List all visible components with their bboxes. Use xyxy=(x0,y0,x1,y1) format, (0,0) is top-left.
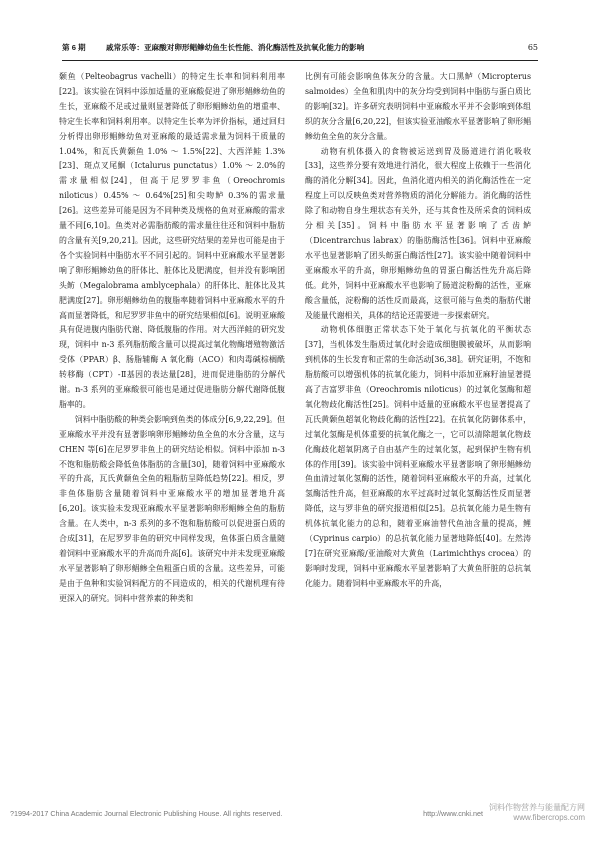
watermark xyxy=(489,803,585,823)
paragraph: 比例有可能会影响鱼体灰分的含量。大口黑鲈（Micropterus salmoides）全鱼和肌肉中的灰分均受到饲料中脂肪与蛋白质比的影响[32]。许多研究表明饲料中亚麻酸水平并不会影响到体组织的灰分含量[6,20,22]，但该实验亚油酸水平显著影响了卵形鲳鲹幼鱼全鱼的灰分含量。 xyxy=(305,72,531,141)
right-column xyxy=(305,70,531,822)
page-footer xyxy=(10,803,585,822)
paragraph: 动物有机体摄入的食物被运送到胃及肠道进行消化吸收[33]，这些养分要有效地进行消化，很大程度上依赖于一些消化酶的消化分解[34]。因此，鱼消化道内相关的消化酶活性在一定程度上可以反映鱼类对营养物质的消化分解能力。消化酶的活性除了和动物自身生理状态有关外，还与其食性及所采食的饲料成分相关[35]。饲料中脂肪水平显著影响了舌齿鲈（Dicentrarchus labrax）的脂肪酶活性[36]。饲料中亚麻酸水平也显著影响了团头鲂蛋白酶活性[27]。该实验中随着饲料中亚麻酸水平的升高，卵形鲳鲹幼鱼的胃蛋白酶活性先升高后降低。此外，饲料中亚麻酸水平也影响了肠道淀粉酶的活性，亚麻酸含量低，淀粉酶的活性反而最高，这很可能与鱼类的脂肪代谢及能量代谢相关，具体的结论还需要进一步探索研究。 xyxy=(305,146,531,320)
watermark-url: www.fibercrops.com xyxy=(513,813,585,822)
paragraph: 动物机体细胞正常状态下处于氧化与抗氧化的平衡状态[37]，当机体发生脂质过氧化时会造成细胞膜被破坏，从而影响到机体的生长发育和正常的生命活动[36,38]。研究证明，不饱和脂肪酸可以增强机体的抗氧化能力，饲料中添加亚麻籽油显著提高了吉富罗非鱼（Oreochromis niloticus）的过氧化氢酶和超氧化物歧化酶活性[25]。饲料中适量的亚麻酸水平也显著提高了瓦氏黄颡鱼超氧化物歧化酶的活性[22]。在抗氧化防御体系中，过氧化氢酶是机体重要的抗氧化酶之一，它可以清除超氧化物歧化酶歧化超氧阴离子自由基产生的过氧化氢，起到保护生物有机体的作用[39]。该实验中饲料亚麻酸水平显著影响了卵形鲳鲹幼鱼血清过氧化氢酶的活性，随着饲料亚麻酸水平的升高，过氧化氢酶活性升高，但亚麻酸的水平过高时过氧化氢酶活性反而显著降低，这与罗非鱼的研究报道相似[25]。总抗氧化能力是生物有机体抗氧化能力的总和，随着亚麻油替代鱼油含量的提高，鲤（Cyprinus carpio）的总抗氧化能力显著地降低[40]。左然涛[7]在研究亚麻酸/亚油酸对大黄鱼（Larimichthys crocea）的影响时发现，饲料中亚麻酸水平显著影响了大黄鱼肝脏的总抗氧化能力。随着饲料中亚麻酸水平的升高， xyxy=(305,325,531,588)
running-title: 戚常乐等：亚麻酸对卵形鲳鲹幼鱼生长性能、消化酶活性及抗氧化能力的影响 xyxy=(106,43,365,52)
paragraph: 颡鱼（Pelteobagrus vachelli）的特定生长率和饲料利用率[22]。该实验在饲料中添加适量的亚麻酸促进了卵形鲳鲹幼鱼的生长，亚麻酸不足或过量则显著降低了卵形鲳鲹幼鱼的增重率、特定生长率和饲料利用率。以特定生长率为评价指标，通过回归分析得出卵形鲳鲹幼鱼对亚麻酸的最适需求量为饲料干质量的 1.04%，和瓦氏黄颡鱼 1.0% ～ 1.5%[22]、大西洋鲑 1.3%[23]、斑点叉尾鮰（Ictalurus punctatus）1.0% ～ 2.0%的需求量相似[24]，但高于尼罗罗非鱼（Oreochromis niloticus）0.45% ～ 0.64%[25]和尖吻鲈 0.3%的需求量[26]。这些差异可能是因为不同种类及规格的鱼对亚麻酸的需求量不同[6,10]。鱼类对必需脂肪酸的需求量往往还和饲料中脂肪的含量有关[9,20,21]。因此，这些研究结果的差异也可能是由于各个实验饲料中脂肪水平不同引起的。饲料中亚麻酸水平显著影响了卵形鲳鲹幼鱼的肝体比、脏体比及肥满度，但并没有影响团头鲂（Megalobrama amblycephala）的肝体比、脏体比及其肥满度[27]。卵形鲳鲹幼鱼的腹脂率随着饲料中亚麻酸水平的升高而显著降低，和尼罗罗非鱼中的研究结果相似[6]。说明亚麻酸具有促进腹内脂肪代谢、降低腹脂的作用。对大西洋鲑的研究发现，饲料中 n-3 系列脂肪酸含量可以提高过氧化物酶增殖物激活受体（PPAR）β、肠脂辅酶 A 氧化酶（ACO）和肉毒碱棕榈酰转移酶（CPT）-Ⅱ基因的表达量[28]，进而促进脂肪的分解代谢。n-3 系列的亚麻酸很可能也是通过促进脂肪分解代谢降低腹脂率的。 xyxy=(59,72,285,409)
paragraph: 饲料中脂肪酸的种类会影响到鱼类的体成分[6,9,22,29]。但亚麻酸水平并没有显著影响卵形鲳鲹幼鱼全鱼的水分含量，这与 CHEN 等[6]在尼罗罗非鱼上的研究结论相似。饲料中添加 n-3 不饱和脂肪酸会降低鱼体脂肪的含量[30]，随着饲料中亚麻酸水平的升高，瓦氏黄颡鱼全鱼的粗脂肪呈降低趋势[22]。相反，罗非鱼体脂肪含量随着饲料中亚麻酸水平的增加显著地升高[6,20]。该实验未发现亚麻酸水平显著影响卵形鲳鲹全鱼的脂肪含量。在人类中，n-3 系列的多不饱和脂肪酸可以促进蛋白质的合成[31]，在尼罗罗非鱼的研究中同样发现，鱼体蛋白质含量随着饲料中亚麻酸水平的升高而升高[6]。该研究中并未发现亚麻酸水平显著影响了卵形鲳鲹全鱼粗蛋白质的含量。这些差异，可能是由于鱼种和实验饲料配方的不同造成的，相关的代谢机理有待更深入的研究。饲料中营养素的种类和 xyxy=(59,414,285,603)
copyright-notice: ?1994-2017 China Academic Journal Electronic Publishing House. All rights reserved. xyxy=(10,808,283,818)
page-header xyxy=(62,42,538,61)
issue-number: 第 6 期 xyxy=(62,43,86,52)
page-number: 65 xyxy=(527,43,538,52)
watermark-chinese: 饲料作物营养与能量配方网 xyxy=(489,803,585,812)
cnki-link[interactable]: http://www.cnki.net xyxy=(423,808,483,818)
left-column xyxy=(59,70,285,822)
